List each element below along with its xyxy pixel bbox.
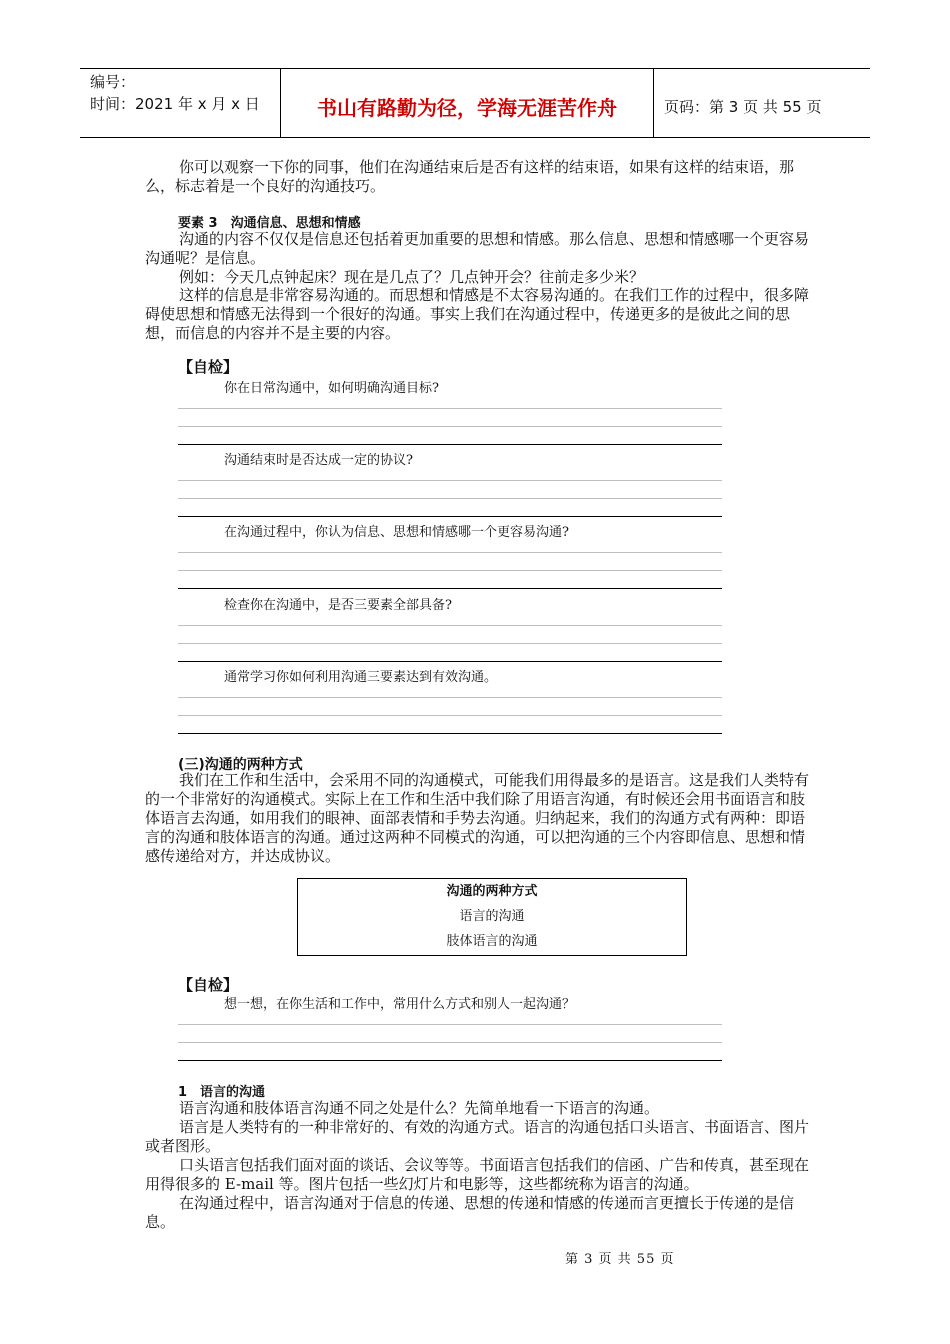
doc-date-label: 时间：2021 年 x 月 x 日 [90, 95, 260, 113]
self-check-question-3: 在沟通过程中，你认为信息、思想和情感哪一个更容易沟通? [224, 525, 569, 540]
answer-line[interactable] [178, 426, 722, 427]
self-check-2-question: 想一想，在你生活和工作中，常用什么方式和别人一起沟通？ [224, 997, 576, 1012]
section3-heading: (三)沟通的两种方式 [178, 757, 303, 773]
answer-line[interactable] [178, 643, 722, 644]
answer-line[interactable] [178, 1060, 722, 1061]
answer-line[interactable] [178, 408, 722, 409]
communication-methods-table [297, 878, 687, 956]
element3-paragraph-1: 沟通的内容不仅仅是信息还包括着更加重要的思想和情感。那么信息、思想和情感哪一个更容易沟通呢？是信息。 [145, 230, 810, 267]
answer-line[interactable] [178, 498, 722, 499]
element3-paragraph-3: 这样的信息是非常容易沟通的。而思想和情感是不太容易沟通的。在我们工作的过程中，很多障碍使思想和情感无法得到一个很好的沟通。事实上我们在沟通过程中，传递更多的是彼此之间的思想，而信息的内容并不是主要的内容。 [145, 286, 810, 342]
answer-line[interactable] [178, 1024, 722, 1025]
answer-line[interactable] [178, 625, 722, 626]
answer-line[interactable] [178, 661, 722, 662]
verbal-heading: 1 语言的沟通 [178, 1085, 266, 1100]
answer-line[interactable] [178, 480, 722, 481]
header-page-label: 页码：第 3 页 共 55 页 [664, 97, 822, 116]
section3-paragraph: 我们在工作和生活中，会采用不同的沟通模式，可能我们用得最多的是语言。这是我们人类特有的一个非常好的沟通模式。实际上在工作和生活中我们除了用语言沟通，有时候还会用书面语言和肢体语言去沟通，如用我们的眼神、面部表情和手势去沟通。归纳起来，我们的沟通方式有两种：即语言的沟通和肢体语言的沟通。通过这两种不同模式的沟通，可以把沟通的三个内容即信息、思想和情感传递给对方，并达成协议。 [145, 771, 810, 865]
table-row: 肢体语言的沟通 [446, 934, 538, 949]
intro-paragraph: 你可以观察一下你的同事，他们在沟通结束后是否有这样的结束语，如果有这样的结束语，那么，标志着是一个良好的沟通技巧。 [145, 158, 795, 195]
answer-line[interactable] [178, 552, 722, 553]
element3-paragraph-2: 例如：今天几点钟起床？现在是几点了？几点钟开会？往前走多少米？ [179, 268, 645, 286]
answer-line[interactable] [178, 1042, 722, 1043]
self-check-2-label: 【自检】 [178, 976, 239, 994]
verbal-paragraph-2: 语言是人类特有的一种非常好的、有效的沟通方式。语言的沟通包括口头语言、书面语言、图片或者图形。 [145, 1118, 810, 1155]
self-check-question-4: 检查你在沟通中，是否三要素全部具备? [224, 598, 452, 613]
page-footer: 第 3 页 共 55 页 [565, 1252, 675, 1267]
self-check-1-label: 【自检】 [178, 358, 239, 376]
doc-number-label: 编号： [90, 73, 136, 91]
page-header [80, 68, 870, 138]
verbal-paragraph-3: 口头语言包括我们面对面的谈话、会议等等。书面语言包括我们的信函、广告和传真，甚至现在用得很多的 E-mail 等。图片包括一些幻灯片和电影等，这些都统称为语言的沟通。 [145, 1156, 810, 1193]
answer-line[interactable] [178, 588, 722, 589]
answer-line[interactable] [178, 570, 722, 571]
answer-line[interactable] [178, 697, 722, 698]
verbal-paragraph-4: 在沟通过程中，语言沟通对于信息的传递、思想的传递和情感的传递而言更擅长于传递的是信息。 [145, 1194, 795, 1231]
header-meta [80, 69, 281, 137]
verbal-paragraph-1: 语言沟通和肢体语言沟通不同之处是什么？先简单地看一下语言的沟通。 [179, 1099, 660, 1117]
table-row: 语言的沟通 [459, 909, 525, 924]
header-motto: 书山有路勤为径，学海无涯苦作舟 [281, 69, 654, 137]
self-check-question-2: 沟通结束时是否达成一定的协议? [224, 453, 413, 468]
answer-line[interactable] [178, 516, 722, 517]
answer-line[interactable] [178, 444, 722, 445]
table-title: 沟通的两种方式 [446, 884, 538, 899]
self-check-question-5: 通常学习你如何利用沟通三要素达到有效沟通。 [224, 670, 498, 685]
answer-line[interactable] [178, 715, 722, 716]
element3-heading: 要素 3 沟通信息、思想和情感 [178, 216, 361, 231]
answer-line[interactable] [178, 733, 722, 734]
self-check-question-1: 你在日常沟通中，如何明确沟通目标? [224, 381, 439, 396]
